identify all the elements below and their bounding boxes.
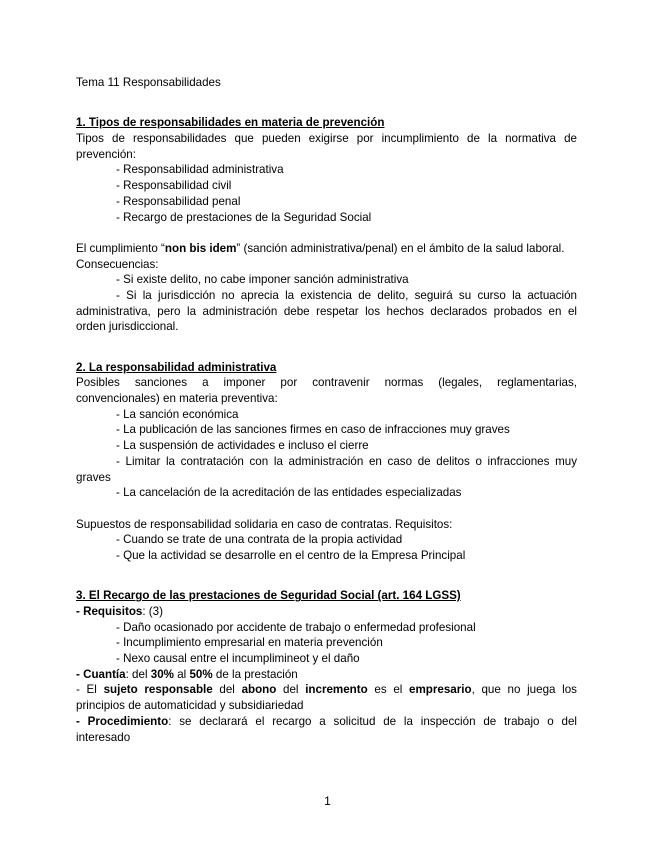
list-item: - Responsabilidad administrativa (116, 163, 284, 177)
list-item: - Cuando se trate de una contrata de la propia actividad (116, 533, 403, 547)
list-item: - Si existe delito, no cabe imponer sanción administrativa (116, 273, 409, 287)
list-item: - Daño ocasionado por accidente de trabajo o enfermedad profesional (116, 620, 476, 634)
list-item-cont: graves (76, 470, 111, 484)
list-item: - Responsabilidad penal (116, 194, 241, 208)
section-2-intro-cont: convencionales) en materia preventiva: (76, 392, 278, 406)
list-item: - Nexo causal entre el incumplimineot y el daño (116, 652, 360, 666)
section-2-intro: Posibles sanciones a imponer por contravenir normas (legales, reglamentarias, (76, 376, 577, 390)
section-1-intro-cont: prevención: (76, 147, 136, 161)
list-item: - La publicación de las sanciones firmes en caso de infracciones muy graves (116, 423, 510, 437)
section-1-intro: Tipos de responsabilidades que pueden exigirse por incumplimiento de la normativa de (76, 132, 577, 146)
list-item: - Responsabilidad civil (116, 179, 232, 193)
requisitos-line: - Requisitos: (3) (76, 605, 163, 618)
cuantia-line: - Cuantía: del 30% al 50% de la prestación (76, 667, 298, 681)
document-title: Tema 11 Responsabilidades (76, 76, 221, 89)
paragraph-line: administrativa, pero la administración debe respetar los hechos declarados probados en el (76, 304, 577, 318)
document-page (76, 75, 577, 745)
paragraph-line: interesado (76, 730, 131, 744)
list-item: - Limitar la contratación con la administración en caso de delitos o infracciones muy (116, 454, 577, 468)
non-bis-idem-paragraph: El cumplimiento “non bis idem” (sanción administrativa/penal) en el ámbito de la salud laboral. (76, 241, 565, 255)
list-item: - La cancelación de la acreditación de las entidades especializadas (116, 486, 462, 500)
list-item: - Recargo de prestaciones de la Seguridad Social (116, 210, 372, 224)
section-1-heading: 1. Tipos de responsabilidades en materia de prevención (76, 116, 385, 130)
list-item: - Que la actividad se desarrolle en el centro de la Empresa Principal (116, 548, 466, 562)
solidaria-intro: Supuestos de responsabilidad solidaria en caso de contratas. Requisitos: (76, 517, 453, 531)
sujeto-line: - El sujeto responsable del abono del incremento es el empresario, que no juega los (76, 683, 577, 697)
list-item: - Si la jurisdicción no aprecia la existencia de delito, seguirá su curso la actuación (116, 288, 577, 302)
section-2-heading: 2. La responsabilidad administrativa (76, 360, 277, 374)
paragraph-line: principios de automaticidad y subsidiariedad (76, 699, 304, 713)
procedimiento-line: - Procedimiento: se declarará el recargo a solicitud de la inspección de trabajo o del (76, 714, 577, 728)
paragraph-line: orden jurisdiccional. (76, 320, 179, 334)
page-number: 1 (324, 794, 331, 808)
section-3-heading: 3. El Recargo de las prestaciones de Seguridad Social (art. 164 LGSS) (76, 589, 461, 603)
consecuencias-label: Consecuencias: (76, 257, 159, 271)
list-item: - La suspensión de actividades e incluso el cierre (116, 439, 369, 453)
list-item: - La sanción económica (116, 407, 239, 421)
list-item: - Incumplimiento empresarial en materia prevención (116, 636, 383, 650)
